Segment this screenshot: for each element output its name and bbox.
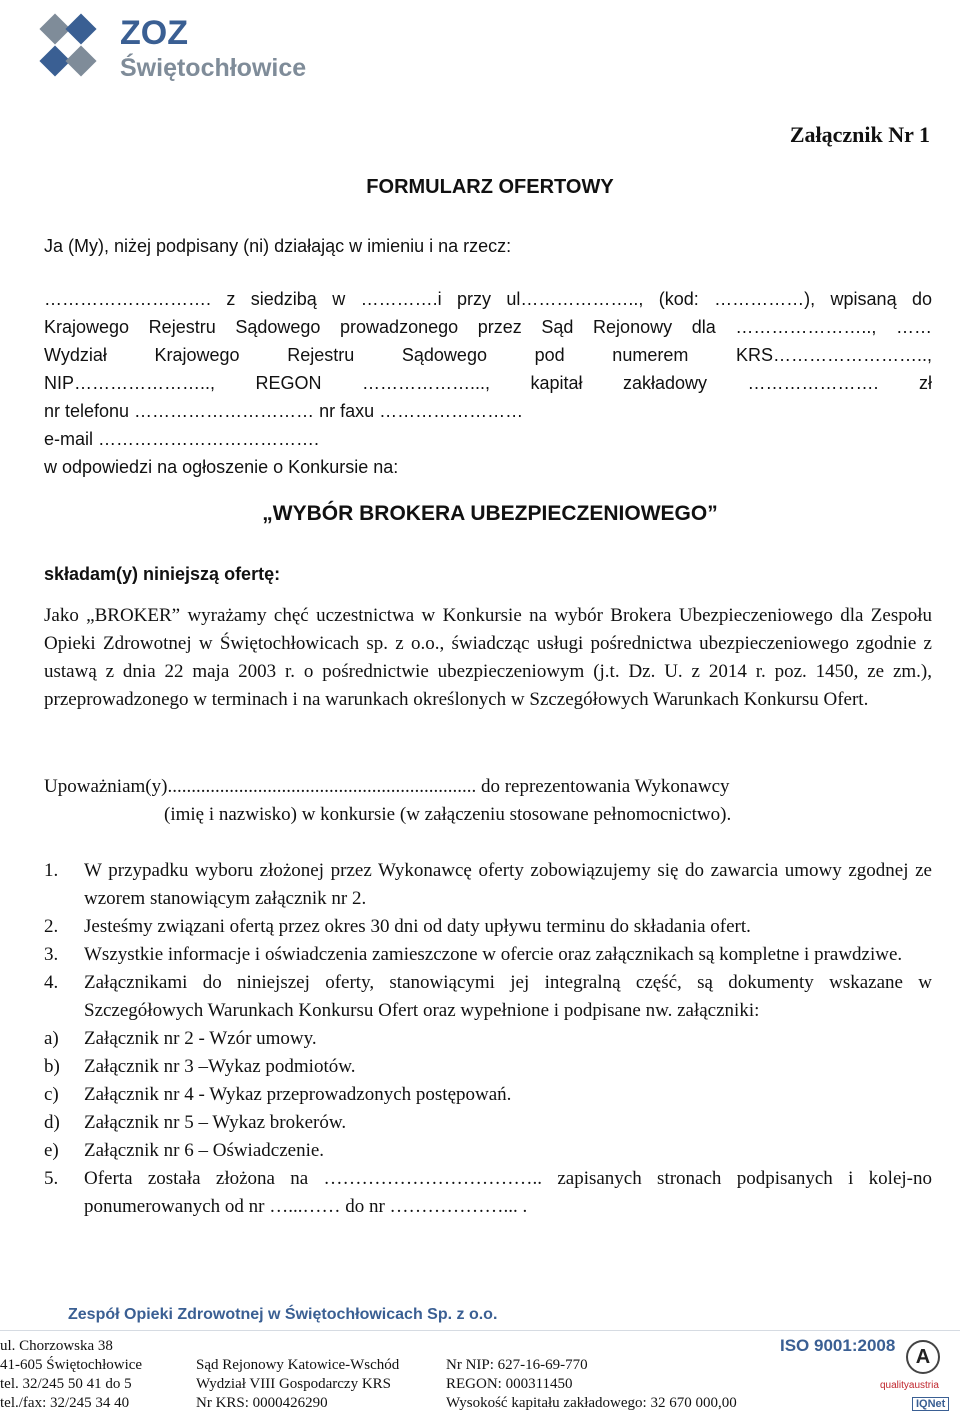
footer-line: 41-605 Świętochłowice — [0, 1357, 143, 1373]
list-item — [44, 941, 932, 969]
list-item — [44, 1053, 932, 1081]
item-number: 1. — [44, 860, 59, 881]
field-line-6: e-mail ………………………………. — [44, 429, 320, 449]
list-item — [44, 1081, 932, 1109]
footer-line: Wysokość kapitału zakładowego: 32 670 000,00 — [446, 1395, 737, 1411]
field-line-1: ………………………. z siedzibą w ………….i przy ul……………….., (kod: ……………), wpisaną do — [44, 289, 932, 309]
footer-line: tel. 32/245 50 41 do 5 — [0, 1376, 132, 1392]
logo-mark-icon — [36, 12, 116, 88]
item-number: e) — [44, 1140, 59, 1161]
item-text: Jesteśmy związani ofertą przez okres 30 dni od daty upływu terminu do składania ofert. — [84, 916, 751, 937]
item-text: Oferta została złożona na …………………………….. zapisanych stronach podpisanych i kolej-no ponumerowanych od nr …...…… do nr ………………... . — [84, 1168, 932, 1217]
form-title: FORMULARZ OFERTOWY — [366, 176, 614, 198]
iqnet-label — [912, 1397, 949, 1411]
field-line-2: Krajowego Rejestru Sądowego prowadzonego przez Sąd Rejonowy dla ………………….., …… — [44, 317, 932, 337]
intro-text: Ja (My), niżej podpisany (ni) działając w imieniu i na rzecz: — [44, 236, 512, 256]
list-item — [44, 969, 932, 1025]
list-item — [44, 1025, 932, 1053]
item-text: Załącznik nr 4 - Wykaz przeprowadzonych postępowań. — [84, 1084, 512, 1105]
item-number: 3. — [44, 944, 59, 965]
list-item — [44, 1165, 932, 1221]
field-line-3: Wydział Krajowego Rejestru Sądowego pod numerem KRS…………………….., — [44, 345, 932, 365]
footer-line: Sąd Rejonowy Katowice-Wschód — [196, 1357, 400, 1373]
zoz-logo — [36, 10, 346, 92]
item-text: Załącznik nr 5 – Wykaz brokerów. — [84, 1112, 347, 1133]
footer-line: REGON: 000311450 — [446, 1376, 573, 1392]
footer-registry — [446, 1356, 737, 1413]
logo-text-zoz: ZOZ — [120, 14, 188, 52]
field-line-4: NIP………………….., REGON ………………..., kapitał zakładowy …………………. zł — [44, 373, 932, 393]
item-number: 2. — [44, 916, 59, 937]
item-number: a) — [44, 1028, 59, 1049]
item-text: Załącznikami do niniejszej oferty, stanowiącymi jej integralną część, są dokumenty wskazane w Szczegółowych Warunkach Konkursu Ofert oraz wypełnione i podpisane nw. załączniki: — [84, 972, 932, 1021]
item-text: Wszystkie informacje i oświadczenia zamieszczone w ofercie oraz załącznikach są kompletne i prawdziwe. — [84, 944, 903, 965]
authorize-line-2: (imię i nazwisko) w konkursie (w załączeniu stosowane pełnomocnictwo). — [164, 804, 732, 825]
item-number: b) — [44, 1056, 60, 1077]
broker-paragraph: Jako „BROKER” wyrażamy chęć uczestnictwa w Konkursie na wybór Brokera Ubezpieczeniowego dla Zespołu Opieki Zdrowotnej w Świętochłowicach sp. z o.o., świadcząc usługi pośrednictwa ubezpieczeniowego zgodnie z ustawą z dnia 22 maja 2003 r. o pośrednictwie ubezpieczeniowym (j.t. Dz. U. z 2014 r. poz. 1450, ze zm.), przeprowadzonego w terminach i na warunkach określonych w Szczegółowych Warunkach Konkursu Ofert. — [44, 605, 932, 710]
item-number: 4. — [44, 972, 59, 993]
annex-label: Załącznik Nr 1 — [789, 122, 930, 147]
footer-line: Nr NIP: 627-16-69-770 — [446, 1357, 588, 1373]
footer-line: Wydział VIII Gospodarczy KRS — [196, 1376, 392, 1392]
footer-court — [196, 1356, 399, 1413]
logo-text-city: Świętochłowice — [120, 54, 307, 82]
iqnet-text: IQNet — [916, 1398, 946, 1410]
contest-title: „WYBÓR BROKERA UBEZPIECZENIOWEGO” — [262, 502, 718, 525]
quality-austria-label — [880, 1380, 939, 1391]
footer-line: Nr KRS: 0000426290 — [196, 1395, 328, 1411]
item-number: d) — [44, 1112, 60, 1133]
footer-divider — [0, 1330, 960, 1331]
field-line-5: nr telefonu ………………………… nr faxu …………………… — [44, 401, 524, 421]
footer-company-name: Zespół Opieki Zdrowotnej w Świętochłowicach Sp. z o.o. — [68, 1306, 498, 1323]
footer-address — [0, 1337, 142, 1413]
list-item — [44, 1137, 932, 1165]
footer-line: ul. Chorzowska 38 — [0, 1338, 113, 1354]
item-number: 5. — [44, 1168, 59, 1189]
list-item — [44, 857, 932, 913]
field-line-7: w odpowiedzi na ogłoszenie o Konkursie na: — [44, 457, 399, 477]
submit-label: składam(y) niniejszą ofertę: — [44, 564, 281, 584]
authorize-line-1: Upoważniam(y)................................................................. do reprezentowania Wykonawcy — [44, 776, 730, 797]
quality-austria-text: qualityaustria — [880, 1380, 939, 1391]
item-number: c) — [44, 1084, 59, 1105]
item-text: Załącznik nr 3 –Wykaz podmiotów. — [84, 1056, 356, 1077]
list-item — [44, 1109, 932, 1137]
list-item — [44, 913, 932, 941]
iso-certification: ISO 9001:2008 — [780, 1336, 896, 1355]
item-text: Załącznik nr 2 - Wzór umowy. — [84, 1028, 317, 1049]
item-text: W przypadku wyboru złożonej przez Wykonawcę oferty zobowiązujemy się do zawarcia umowy zgodnej ze wzorem stanowiącym załącznik nr 2. — [84, 860, 932, 909]
item-text: Załącznik nr 6 – Oświadczenie. — [84, 1140, 325, 1161]
footer-line: tel./fax: 32/245 34 40 — [0, 1395, 130, 1411]
statements-list — [44, 857, 932, 1221]
quality-seal-icon: A — [906, 1340, 940, 1374]
